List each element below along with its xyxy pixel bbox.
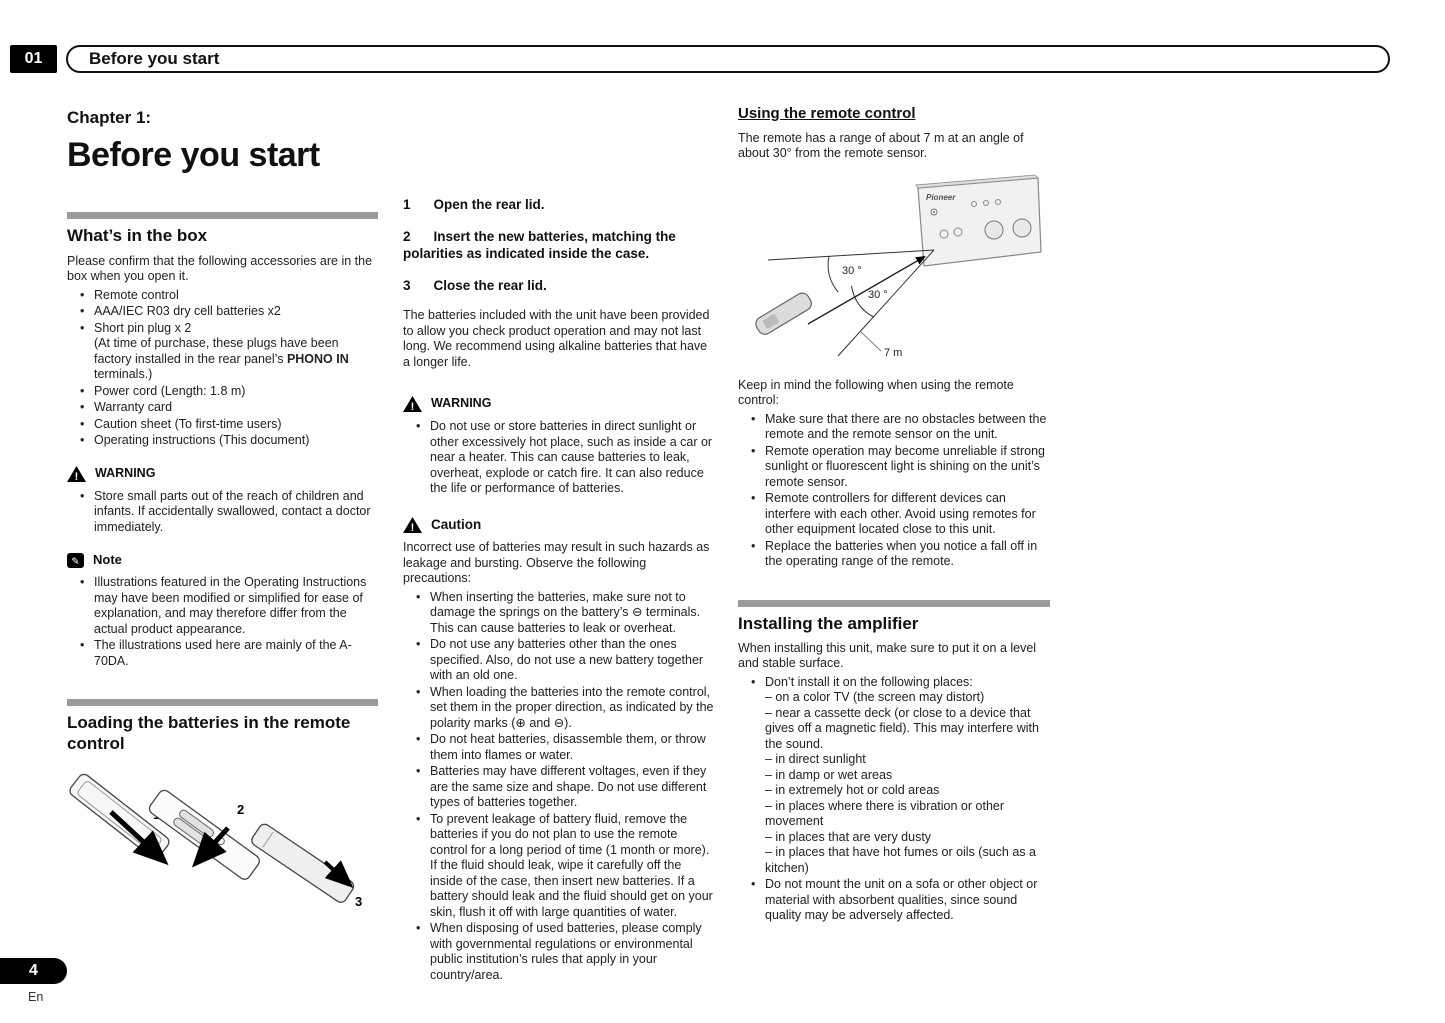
warning-label: WARNING bbox=[95, 465, 156, 480]
caution-list bbox=[403, 590, 716, 984]
warning-exclamation-glyph: ! bbox=[74, 470, 79, 482]
caution-header bbox=[403, 517, 716, 534]
section-heading-using-remote: Using the remote control bbox=[738, 105, 916, 122]
list-item bbox=[738, 675, 1050, 877]
note-pencil-glyph: ✎ bbox=[71, 556, 80, 568]
place-line: – in places where there is vibration or other movement bbox=[765, 798, 1005, 829]
list-item-text: The illustrations used here are mainly of the A-70DA. bbox=[94, 638, 352, 668]
page-number-tab: 4 bbox=[0, 958, 67, 984]
list-item bbox=[403, 812, 716, 921]
step-text: Insert the new batteries, matching the polarities as indicated inside the case. bbox=[403, 228, 676, 262]
list-item-text: Make sure that there are no obstacles between the remote and the remote sensor on the unit. bbox=[765, 411, 1047, 442]
list-item-text: Remote control bbox=[94, 287, 179, 302]
list-item bbox=[738, 444, 1050, 491]
section-divider-bar bbox=[738, 600, 1050, 607]
place-line: – in places that have hot fumes or oils (such as a kitchen) bbox=[765, 845, 1036, 875]
list-item bbox=[403, 419, 716, 497]
list-item-text: Short pin plug x 2 bbox=[94, 320, 192, 335]
figure-step-2-label: 2 bbox=[237, 802, 245, 818]
remote-range-figure bbox=[738, 174, 1050, 370]
note-text-post: terminals.) bbox=[94, 367, 153, 382]
distance-leader-line bbox=[860, 331, 881, 351]
keep-in-mind-text: Keep in mind the following when using the remote control: bbox=[738, 377, 1014, 408]
list-item-text: When disposing of used batteries, please comply with governmental regulations or environmental public institution’s rules that apply in your country/area. bbox=[430, 921, 702, 982]
left-column bbox=[67, 105, 378, 924]
installing-amplifier-section bbox=[738, 600, 1050, 924]
distance-label: 7 m bbox=[884, 346, 903, 359]
warning-block bbox=[67, 466, 378, 536]
installing-list bbox=[738, 675, 1050, 924]
list-item-text: When inserting the batteries, make sure not to damage the springs on the battery’s ⊖ terminals. This can cause batteries to leak or overheat. bbox=[430, 589, 701, 635]
note-text-pre: (At time of purchase, these plugs have been factory installed in the rear panel’s bbox=[94, 336, 339, 366]
caution-icon bbox=[403, 517, 422, 533]
step-1 bbox=[403, 196, 716, 214]
step-number: 1 bbox=[403, 197, 411, 212]
remote-closed-shape bbox=[250, 822, 356, 905]
note-list bbox=[67, 575, 378, 669]
step-2 bbox=[403, 228, 716, 263]
section-heading-whats-in-box: What’s in the box bbox=[67, 226, 208, 246]
list-item bbox=[67, 433, 378, 449]
phono-in-bold: PHONO IN bbox=[286, 351, 349, 366]
whats-in-box-intro: Please confirm that the following accessories are in the box when you open it. bbox=[67, 253, 373, 284]
list-item-text: Replace the batteries when you notice a fall off in the operating range of the remote. bbox=[765, 538, 1038, 569]
list-item bbox=[738, 412, 1050, 443]
step-text: Close the rear lid. bbox=[433, 277, 547, 293]
list-item-text: Do not use any batteries other than the ones specified. Also, do not use a new battery together with an old one. bbox=[430, 637, 704, 683]
page-header-title: Before you start bbox=[89, 49, 220, 68]
list-item bbox=[738, 491, 1050, 538]
step-number: 2 bbox=[403, 228, 411, 244]
list-item bbox=[67, 321, 378, 383]
caution-block bbox=[403, 517, 716, 984]
list-item bbox=[403, 590, 716, 637]
dont-install-places bbox=[765, 690, 1050, 876]
chapter-label: Chapter 1: bbox=[67, 108, 152, 127]
loading-batteries-section bbox=[67, 699, 378, 918]
warning-header bbox=[67, 466, 378, 482]
amplifier-panel-shape bbox=[916, 175, 1041, 266]
warning-header bbox=[403, 396, 716, 412]
accessories-list bbox=[67, 288, 378, 449]
step-number: 3 bbox=[403, 277, 411, 293]
using-remote-intro: The remote has a range of about 7 m at an angle of about 30° from the remote sensor. bbox=[738, 130, 1024, 161]
warning-list bbox=[403, 419, 716, 497]
list-item bbox=[403, 921, 716, 983]
chapter-title: Before you start bbox=[67, 136, 320, 175]
list-item-text: Batteries may have different voltages, even if they are the same size and shape. Do not use different types of batteries together. bbox=[430, 764, 707, 810]
note-label: Note bbox=[93, 552, 122, 568]
place-line: – in damp or wet areas bbox=[765, 767, 893, 782]
place-line: – near a cassette deck (or close to a device that gives off a magnetic field). This may interfere with the sound. bbox=[765, 705, 1039, 751]
list-item bbox=[738, 539, 1050, 570]
list-item-text: Power cord (Length: 1.8 m) bbox=[94, 383, 246, 398]
place-line: – in extremely hot or cold areas bbox=[765, 783, 940, 798]
warning-label: WARNING bbox=[431, 396, 492, 411]
list-item-text: Do not heat batteries, disassemble them, or throw them into flames or water. bbox=[430, 732, 706, 762]
caution-label: Caution bbox=[431, 516, 482, 532]
list-item-text: Store small parts out of the reach of children and infants. If accidentally swallowed, contact a doctor immediately. bbox=[94, 488, 371, 534]
installing-intro: When installing this unit, make sure to put it on a level and stable surface. bbox=[738, 640, 1037, 671]
section-heading-installing: Installing the amplifier bbox=[738, 613, 919, 633]
list-item bbox=[67, 400, 378, 416]
list-item bbox=[67, 638, 378, 669]
short-pin-note bbox=[94, 336, 378, 383]
remote-tips-list bbox=[738, 412, 1050, 570]
warning-block bbox=[403, 396, 716, 497]
place-line: – on a color TV (the screen may distort) bbox=[765, 690, 985, 705]
place-line: – in places that are very dusty bbox=[765, 829, 932, 844]
distance-arrow bbox=[808, 257, 924, 324]
list-item-text: Remote operation may become unreliable if strong sunlight or fluorescent light is shining on the unit’s remote sensor. bbox=[765, 443, 1046, 489]
list-item-text: Operating instructions (This document) bbox=[94, 433, 310, 448]
list-item bbox=[67, 288, 378, 304]
warning-icon bbox=[403, 396, 422, 412]
list-item bbox=[67, 384, 378, 400]
angle-label-top: 30 ° bbox=[842, 264, 862, 277]
note-block bbox=[67, 552, 378, 669]
list-item-text: Caution sheet (To first-time users) bbox=[94, 416, 282, 431]
list-item-text: When loading the batteries into the remote control, set them in the proper direction, as indicated by the polarity marks (⊕ and ⊖). bbox=[430, 684, 714, 730]
section-heading-loading-batteries: Loading the batteries in the remote control bbox=[67, 713, 351, 753]
list-item bbox=[403, 685, 716, 732]
chapter-number-badge: 01 bbox=[10, 45, 57, 73]
brand-label: Pioneer bbox=[926, 192, 956, 202]
section-divider-bar bbox=[67, 699, 378, 706]
list-item bbox=[67, 575, 378, 637]
page-header-pill bbox=[66, 45, 1390, 73]
section-divider-bar bbox=[67, 212, 378, 219]
warning-exclamation-glyph: ! bbox=[410, 400, 415, 413]
list-item-text: Do not use or store batteries in direct sunlight or other excessively hot place, such as inside a car or near a heater. This can cause batteries to leak, overheat, explode or catch fire. It can also reduce the life or performance of batteries. bbox=[430, 419, 713, 496]
list-item-text: Remote controllers for different devices can interfere with each other. Avoid using remotes for other equipment located close to this unit. bbox=[765, 491, 1036, 537]
step-3 bbox=[403, 277, 716, 295]
list-item bbox=[67, 489, 378, 536]
angle-label-bottom: 30 ° bbox=[868, 288, 888, 301]
list-item-text: AAA/IEC R03 dry cell batteries x2 bbox=[94, 304, 281, 319]
battery-loading-figure bbox=[67, 766, 378, 918]
list-item bbox=[738, 877, 1050, 924]
remote-control-shape bbox=[753, 290, 814, 336]
list-item bbox=[403, 732, 716, 763]
list-item bbox=[403, 637, 716, 684]
step-text: Open the rear lid. bbox=[433, 197, 545, 212]
right-column bbox=[738, 105, 1050, 925]
list-item-text: Don’t install it on the following places: bbox=[765, 674, 973, 689]
list-item-text: Warranty card bbox=[94, 400, 173, 415]
list-item bbox=[403, 764, 716, 811]
page-language-label: En bbox=[28, 990, 44, 1004]
caution-intro: Incorrect use of batteries may result in such hazards as leakage and bursting. Observe the following precautions: bbox=[403, 540, 710, 586]
place-line: – in direct sunlight bbox=[765, 752, 866, 767]
note-icon bbox=[67, 553, 84, 568]
caution-exclamation-glyph: ! bbox=[410, 521, 415, 534]
steps-body-text: The batteries included with the unit have been provided to allow you check product operation and may not last long. We recommend using alkaline batteries that have a longer life. bbox=[403, 308, 710, 369]
list-item-text: To prevent leakage of battery fluid, remove the batteries if you do not plan to use the remote control for a long period of time (1 month or more). If the fluid should leak, wipe it carefully off the inside of the case, then insert new batteries. If a battery should leak and the fluid should get on your skin, flush it off with large quantities of water. bbox=[430, 811, 713, 919]
list-item bbox=[67, 417, 378, 433]
list-item-text: Illustrations featured in the Operating Instructions may have been modified or simplified for ease of explanation, and may therefore differ from the actual product appearance. bbox=[94, 575, 367, 636]
warning-list bbox=[67, 489, 378, 536]
figure-step-3-label: 3 bbox=[355, 894, 363, 910]
list-item bbox=[67, 304, 378, 320]
note-header bbox=[67, 552, 378, 568]
list-item-text: Do not mount the unit on a sofa or other object or material with absorbent qualities, since sound quality may be adversely affected. bbox=[765, 877, 1038, 923]
middle-column bbox=[403, 196, 716, 984]
warning-icon bbox=[67, 466, 86, 482]
